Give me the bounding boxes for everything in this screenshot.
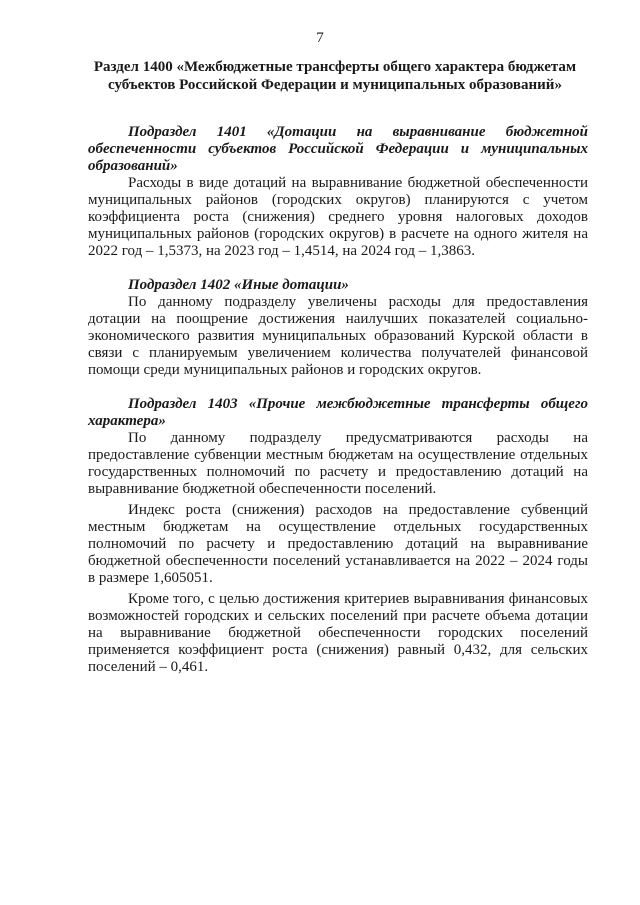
section-title: Раздел 1400 «Межбюджетные трансферты общего характера бюджетам субъектов Российской Федерации и муниципальных образований» [93, 59, 577, 93]
subsection-1401-paragraph: Расходы в виде дотаций на выравнивание бюджетной обеспеченности муниципальных районов (городских округов) планируются с учетом коэффициента роста (снижения) среднего уровня налоговых доходов муниципальных районов (городских округов) в расчете на одного жителя на 2022 год – 1,5373, на 2023 год – 1,4514, на 2024 год – 1,3863. [88, 175, 588, 259]
page-number: 7 [316, 30, 324, 46]
subsection-1402-paragraph: По данному подразделу увеличены расходы для предоставления дотации на поощрение достижения наилучших показателей социально-экономического развития муниципальных образований Курской области в связи с планируемым увеличением количества получателей финансовой помощи среди муниципальных районов и городских округов. [88, 294, 588, 378]
document-body [88, 124, 588, 676]
subsection-1403-paragraph-3: Кроме того, с целью достижения критериев выравнивания финансовых возможностей городских и сельских поселений при расчете объема дотации на выравнивание бюджетной обеспеченности городских поселений применяется коэффициент роста (снижения) равный 0,432, для сельских поселений – 0,461. [88, 591, 588, 675]
subsection-1403-title: Подраздел 1403 «Прочие межбюджетные трансферты общего характера» [88, 396, 588, 429]
subsection-1402-title: Подраздел 1402 «Иные дотации» [128, 277, 349, 293]
subsection-1403-paragraph-1: По данному подразделу предусматриваются расходы на предоставление субвенции местным бюджетам на осуществление отдельных государственных полномочий по расчету и предоставлению дотаций на выравнивание бюджетной обеспеченности поселений. [88, 430, 588, 497]
subsection-1401-title: Подраздел 1401 «Дотации на выравнивание бюджетной обеспеченности субъектов Российской Федерации и муниципальных образований» [88, 124, 588, 174]
subsection-1403-paragraph-2: Индекс роста (снижения) расходов на предоставление субвенций местным бюджетам на осуществление отдельных государственных полномочий по расчету и предоставлению дотаций на выравнивание бюджетной обеспеченности поселений устанавливается на 2022 – 2024 годы в размере 1,605051. [88, 502, 588, 586]
